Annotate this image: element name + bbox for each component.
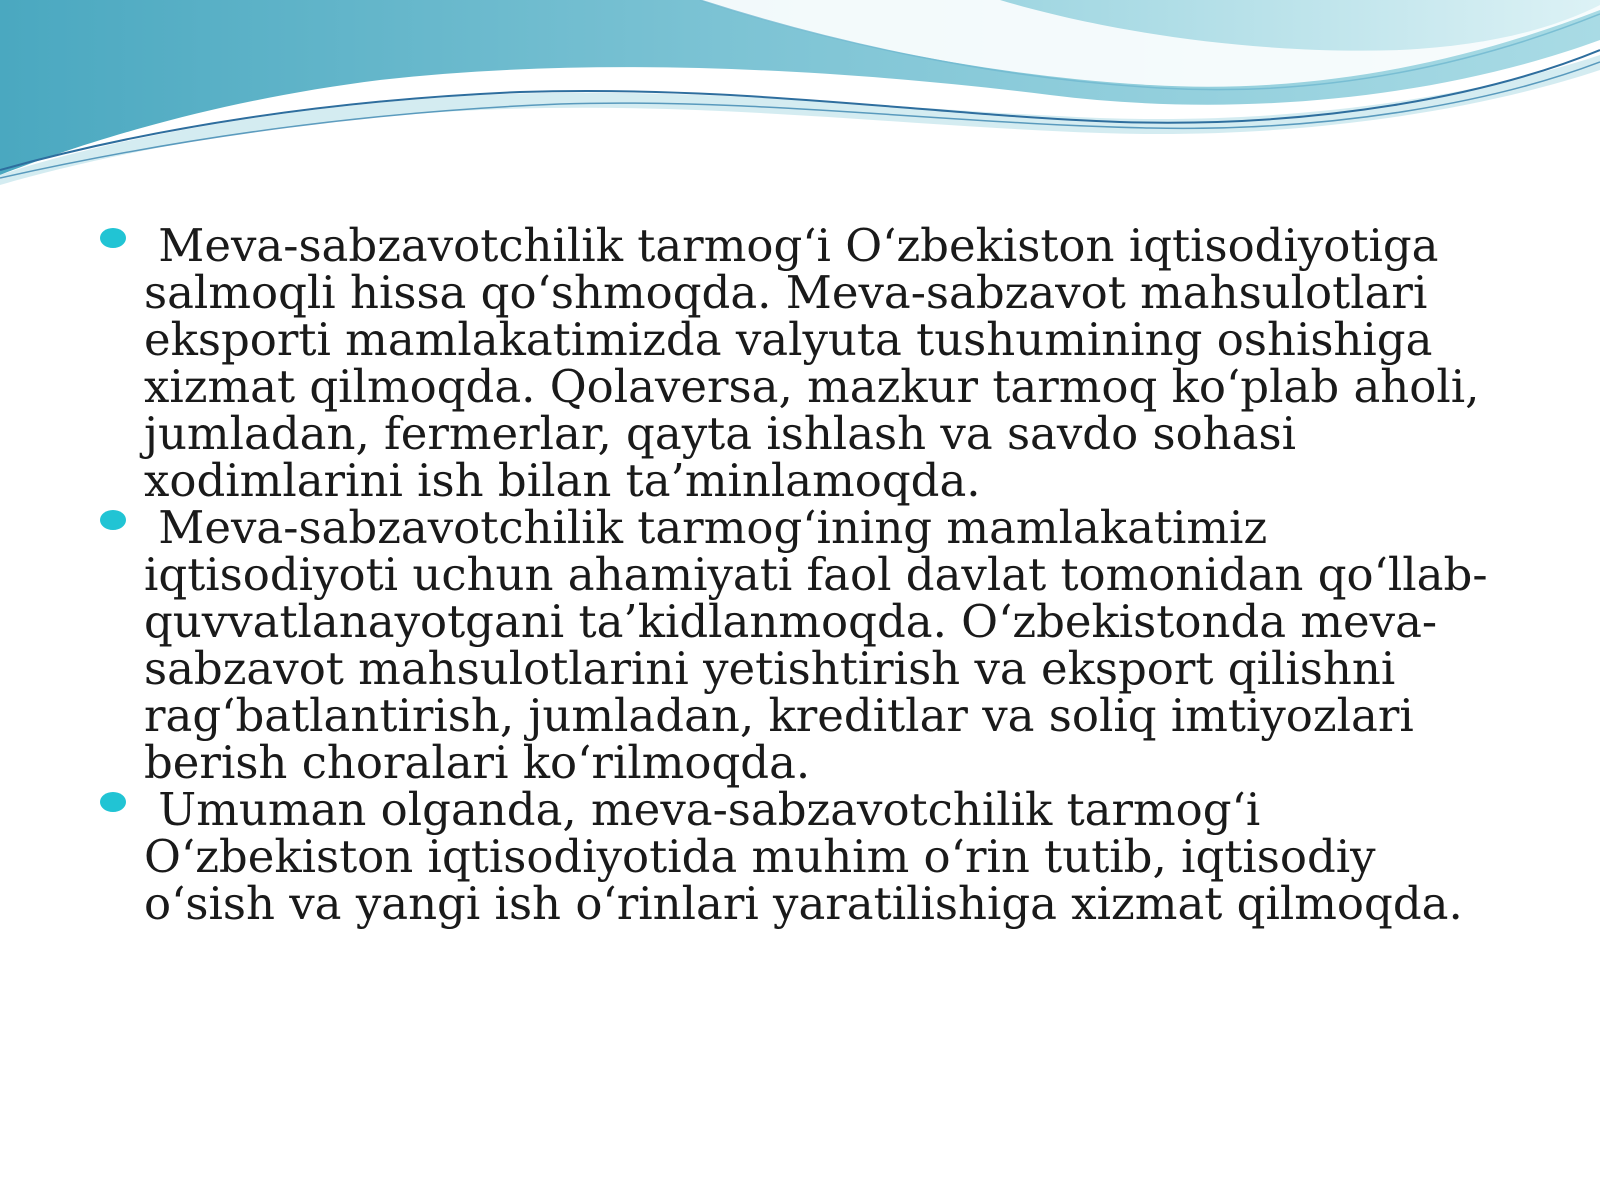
bullet-dot-icon [100,792,126,812]
bullet-dot-icon [100,228,126,248]
bullet-item [100,501,1520,789]
slide-content [100,219,1520,930]
bullet-text: Meva-sabzavotchilik tarmog‘i O‘zbekiston iqtisodiyotiga salmoqli hissa qo‘shmoqda. Meva-sabzavot mahsulotlari eksporti mamlakatimizda valyuta tushumining oshishiga xizmat qilmoqda. Qolaversa, mazkur tarmoq ko‘plab aholi, jumladan, fermerlar, qayta ishlash va savdo sohasi xodimlarini ish bilan ta’minlamoqda. [144,219,1480,507]
bullet-list [100,219,1520,930]
bullet-item [100,219,1520,507]
bullet-dot-icon [100,510,126,530]
bullet-item [100,783,1520,930]
bullet-text: Umuman olganda, meva-sabzavotchilik tarmog‘i O‘zbekiston iqtisodiyotida muhim o‘rin tutib, iqtisodiy o‘sish va yangi ish o‘rinlari yaratilishiga xizmat qilmoqda. [144,783,1463,930]
bullet-text: Meva-sabzavotchilik tarmog‘ining mamlakatimiz iqtisodiyoti uchun ahamiyati faol davlat tomonidan qo‘llab-quvvatlanayotgani ta’kidlanmoqda. O‘zbekistonda meva-sabzavot mahsulotlarini yetishtirish va eksport qilishni rag‘batlantirish, jumladan, kreditlar va soliq imtiyozlari berish choralari ko‘rilmoqda. [144,501,1488,789]
wave-header-decoration [0,0,1600,190]
